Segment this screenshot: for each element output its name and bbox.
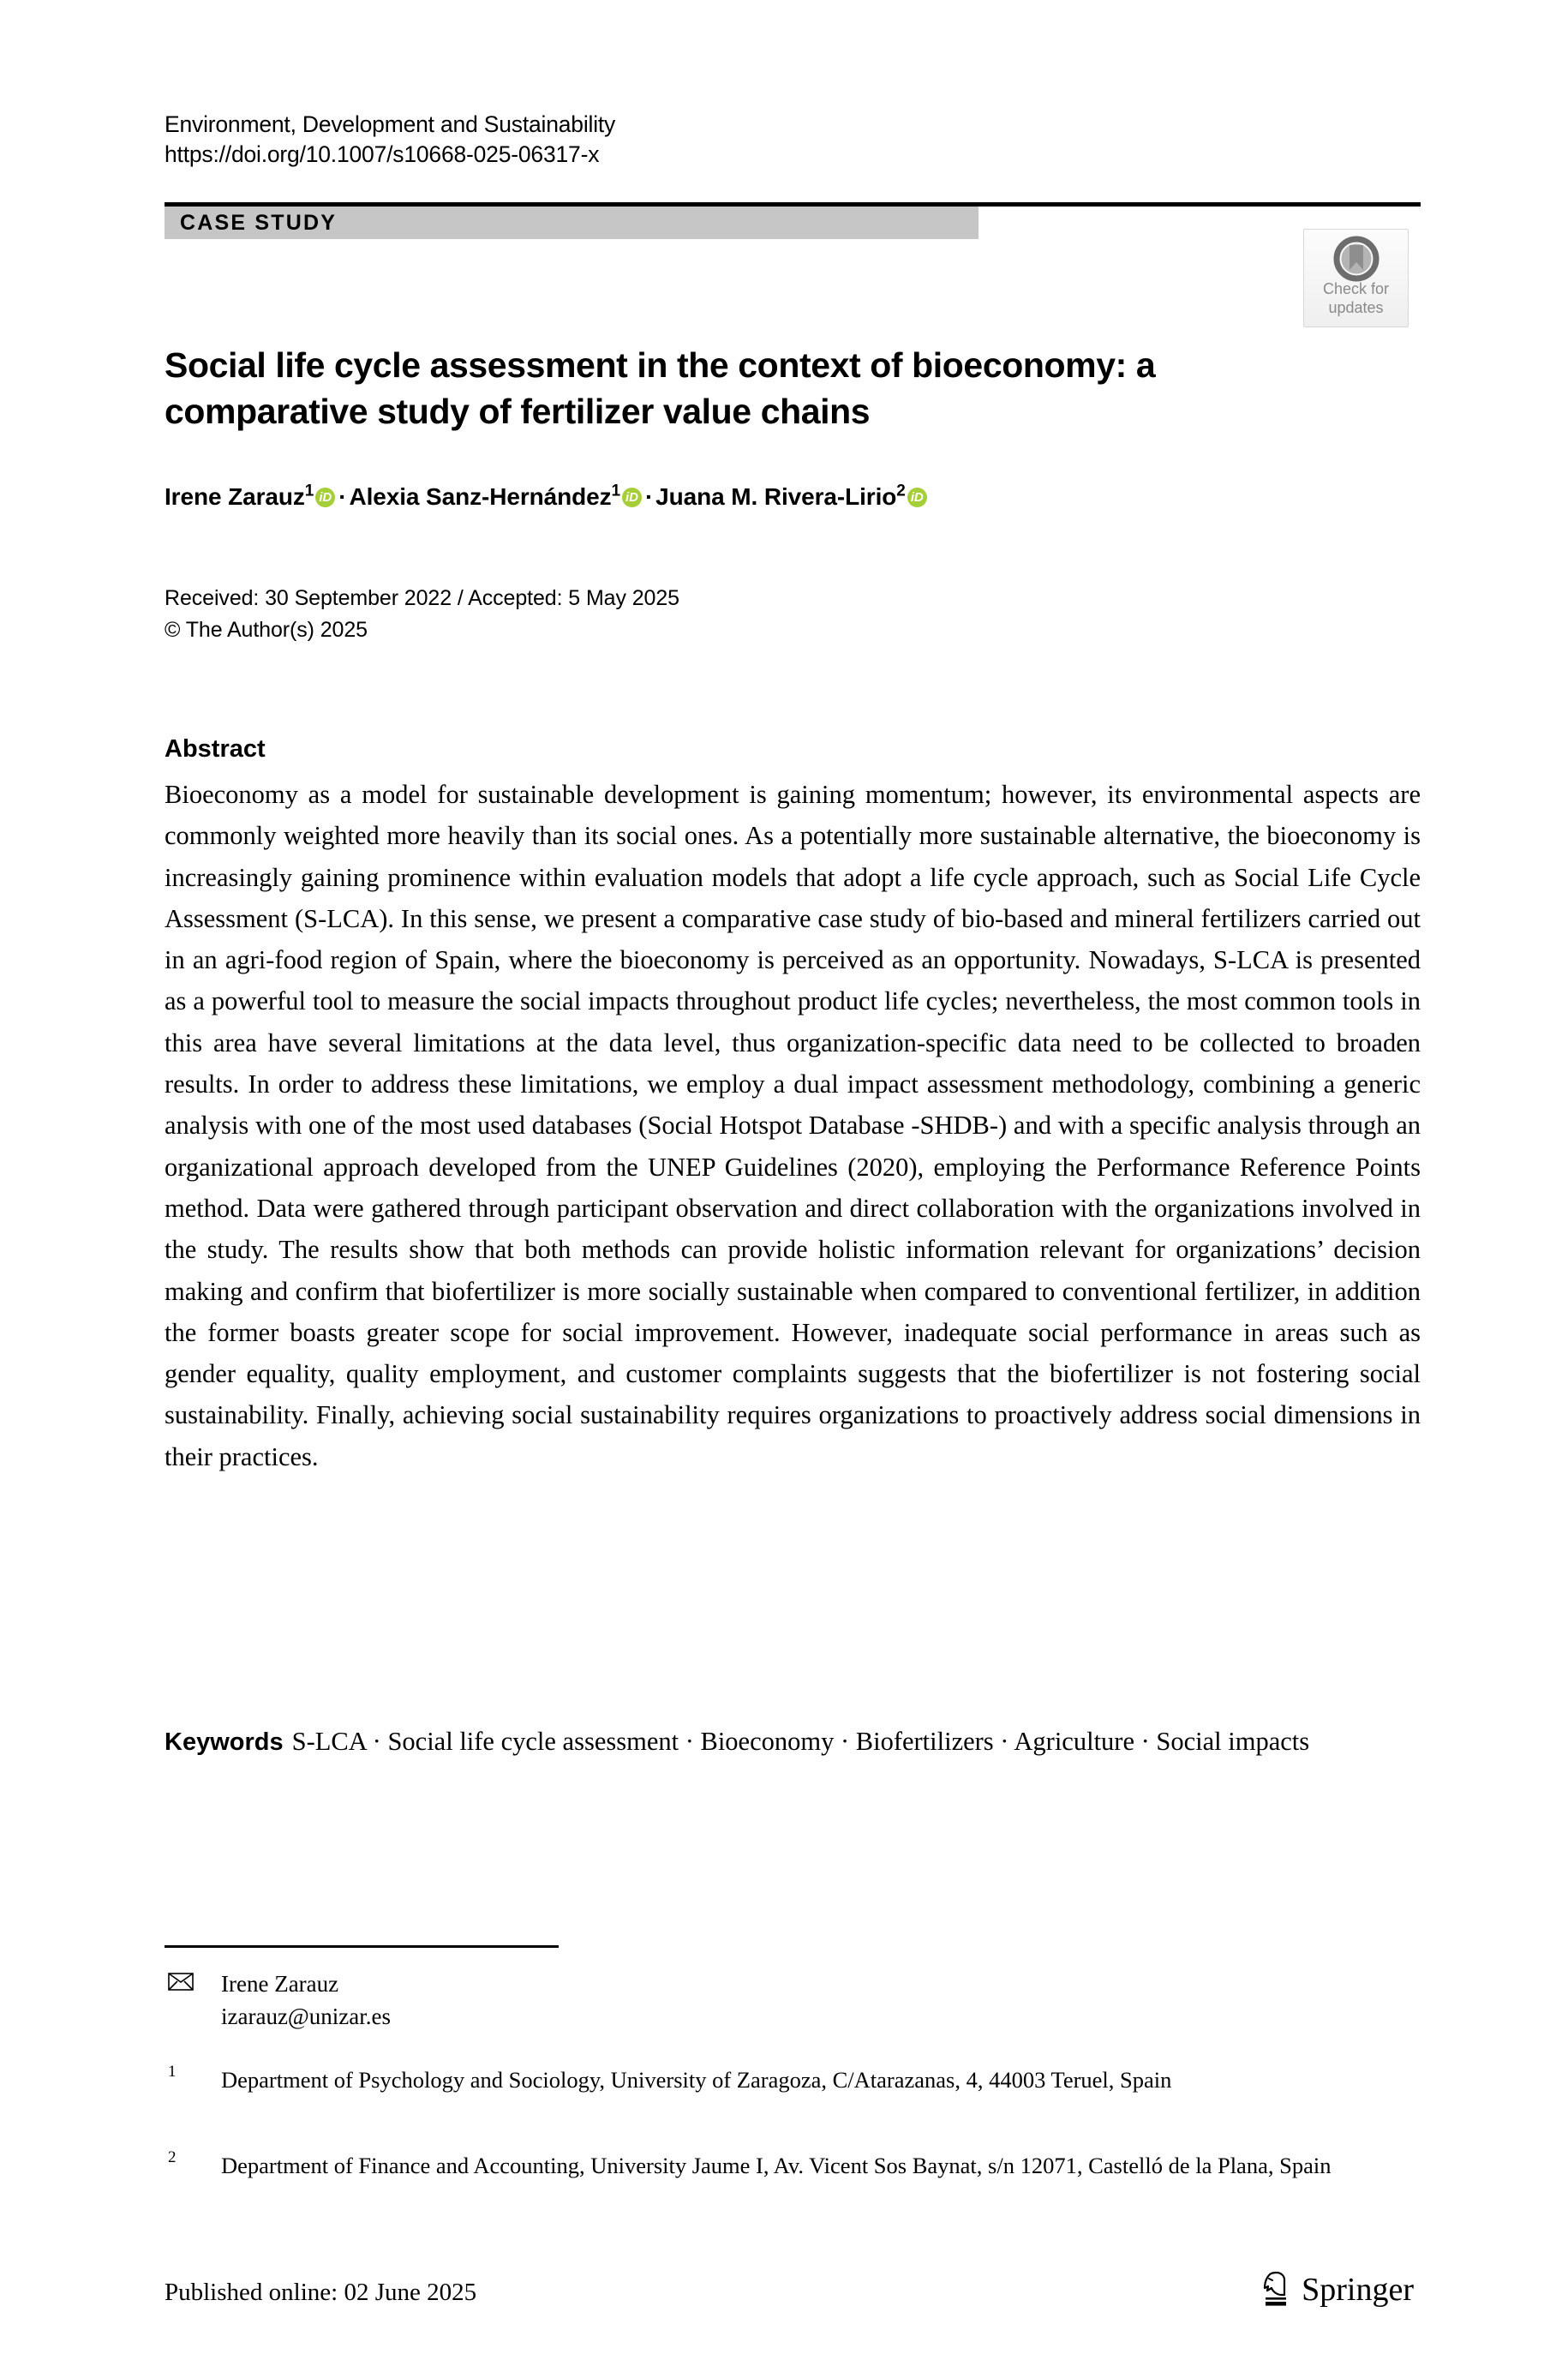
crossmark-label [1304, 279, 1408, 317]
author-name[interactable]: Juana M. Rivera-Lirio [655, 483, 897, 510]
crossmark-line-2: updates [1328, 299, 1384, 316]
published-online: Published online: 02 June 2025 [165, 2279, 477, 2306]
corresponding-author-lines [221, 1968, 936, 2033]
journal-name: Environment, Development and Sustainability [165, 111, 616, 137]
journal-doi[interactable]: https://doi.org/10.1007/s10668-025-06317-x [165, 141, 600, 167]
crossmark-badge[interactable] [1303, 229, 1409, 327]
author-entry [349, 483, 642, 510]
keywords-list: S-LCA · Social life cycle assessment · Bioeconomy · Biofertilizers · Agriculture · Social impacts [291, 1727, 1310, 1756]
orcid-icon[interactable] [315, 488, 335, 507]
publisher-logo-block [1259, 2271, 1414, 2309]
author-entry [655, 483, 928, 510]
article-title: Social life cycle assessment in the context of bioeconomy: a comparative study of fertilizer value chains [165, 345, 1156, 432]
keywords-section [165, 1721, 1390, 1763]
crossmark-bookmark-icon [1333, 236, 1379, 282]
affiliation-text: Department of Finance and Accounting, University Jaume I, Av. Vicent Sos Baynat, s/n 12071, Castelló de la Plana, Spain [221, 2153, 1332, 2178]
publisher-name: Springer [1302, 2272, 1414, 2308]
footnote-separator-rule [165, 1945, 559, 1948]
orcid-glyph: iD [625, 490, 638, 505]
author-entry [165, 483, 336, 510]
author-affiliation-marker: 1 [611, 482, 620, 500]
corresponding-author-name: Irene Zarauz [221, 1971, 339, 1997]
copyright-line: © The Author(s) 2025 [165, 618, 368, 642]
author-list [165, 480, 1364, 514]
page-content-column [165, 0, 1421, 2378]
author-separator: · [644, 483, 654, 510]
affiliation-marker: 1 [168, 2063, 177, 2081]
received-accepted: Received: 30 September 2022 / Accepted: 5 May 2025 [165, 586, 679, 610]
author-affiliation-marker: 1 [304, 482, 314, 500]
orcid-icon[interactable] [907, 488, 927, 507]
author-affiliation-marker: 2 [896, 482, 906, 500]
orcid-icon[interactable] [622, 488, 642, 507]
author-name[interactable]: Alexia Sanz-Hernández [349, 483, 612, 510]
affiliation-marker: 2 [168, 2148, 177, 2166]
envelope-icon [168, 1973, 194, 1991]
article-type-label: CASE STUDY [180, 211, 338, 235]
orcid-glyph: iD [319, 490, 332, 505]
author-name[interactable]: Irene Zarauz [165, 483, 305, 510]
abstract-text: Bioeconomy as a model for sustainable development is gaining momentum; however, its environmental aspects are commonly weighted more heavily than its social ones. As a potentially more sustainable alternative, the bioeconomy is increasingly gaining prominence within evaluation models that adopt a life cycle approach, such as Social Life Cycle Assessment (S-LCA). In this sense, we present a comparative case study of bio-based and mineral fertilizers carried out in an agri-food region of Spain, where the bioeconomy is perceived as an opportunity. Nowadays, S-LCA is presented as a powerful tool to measure the social impacts throughout product life cycles; nevertheless, the most common tools in this area have several limitations at the data level, thus organization-specific data need to be collected to broaden results. In order to address these limitations, we employ a dual impact assessment methodology, combining a generic analysis with one of the most used databases (Social Hotspot Database -SHDB-) and with a specific analysis through an organizational approach developed from the UNEP Guidelines (2020), employing the Performance Reference Points method. Data were gathered through participant observation and direct collaboration with the organizations involved in the study. The results show that both methods can provide holistic information relevant for organizations’ decision making and confirm that biofertilizer is more socially sustainable when compared to conventional fertilizer, in addition the former boasts greater scope for social improvement. However, inadequate social performance in areas such as gender equality, quality employment, and customer complaints suggests that the biofertilizer is not fostering social sustainability. Finally, achieving social sustainability requires organizations to proactively address social dimensions in their practices. [165, 780, 1421, 1471]
author-separator: · [338, 483, 347, 510]
affiliation-text: Department of Psychology and Sociology, University of Zaragoza, C/Atarazanas, 4, 44003 Teruel, Spain [221, 2067, 1172, 2093]
abstract-heading: Abstract [165, 735, 266, 763]
orcid-glyph: iD [910, 490, 924, 505]
affiliation-item [165, 2064, 1381, 2096]
springer-knight-icon [1259, 2271, 1293, 2309]
affiliation-item [165, 2150, 1381, 2182]
corresponding-author-email[interactable]: izarauz@unizar.es [221, 2004, 392, 2029]
keywords-label: Keywords [165, 1728, 284, 1756]
crossmark-line-1: Check for [1322, 280, 1390, 297]
corresponding-author [165, 1968, 936, 2033]
journal-header [165, 110, 1193, 170]
publication-dates [165, 583, 1193, 646]
